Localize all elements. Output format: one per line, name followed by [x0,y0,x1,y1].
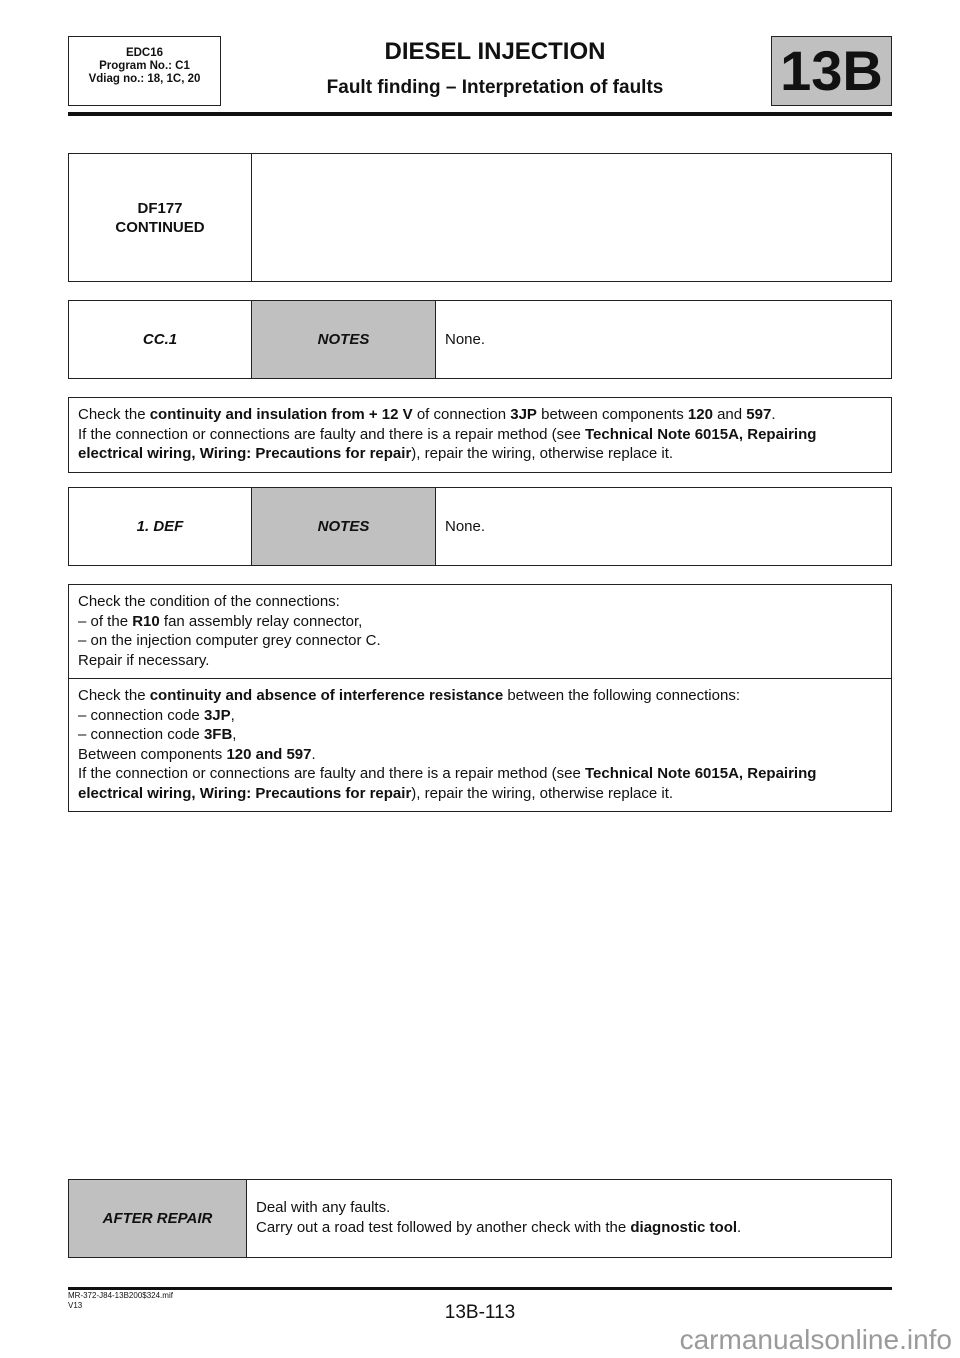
cc1-label: CC.1 [69,301,252,378]
text-line [78,405,882,425]
version: V13 [68,1301,83,1310]
text-line [78,745,882,765]
bold-text: continuity and insulation from + 12 V [149,406,413,423]
text: Deal with any faults. [256,1199,391,1216]
text-line [78,686,882,706]
bold-text: continuity and absence of interference resistance [149,687,504,704]
watermark: carmanualsonline.info [679,1324,952,1355]
def1-box [68,487,892,566]
text: – on the injection computer grey connector C. [78,632,381,649]
text: – of the [78,612,133,630]
bold-text: diagnostic tool [630,1218,738,1236]
text: . [771,406,776,423]
vehicle-info-box [68,36,221,106]
text: . [737,1218,742,1236]
text: If the connection or connections are faulty and there is a repair method (see [78,425,585,443]
text: If the connection or connections are faulty and there is a repair method (see [78,765,585,782]
text: ), repair the wiring, otherwise replace it. [411,784,674,802]
text-line [78,425,882,464]
text: of connection [412,406,511,423]
page-title: DIESEL INJECTION [384,38,606,65]
text-line [78,592,882,612]
cc1-box [68,300,892,379]
text: . [311,745,316,763]
bold-text: Technical Note 6015A, Repairing electrical wiring, Wiring: Precautions for repair [78,425,817,462]
bold-text: R10 [132,612,160,630]
header-rule [68,112,892,116]
text: Between components [78,745,227,763]
footer-rule [68,1287,892,1290]
notes-label: NOTES [252,301,436,378]
text: Check the [78,687,150,704]
after-repair-box [68,1179,892,1258]
text: – connection code [78,706,204,724]
bold-text: Technical Note 6015A, Repairing electrical wiring, Wiring: Precautions for repair [78,765,817,802]
text: and [712,406,747,423]
fault-code: DF177 [137,199,183,217]
text: fan assembly relay connector, [159,612,363,630]
text-line [78,651,882,671]
text: ), repair the wiring, otherwise replace it. [411,445,674,462]
notes-label: NOTES [252,488,436,565]
def1-label: 1. DEF [69,488,252,565]
text-line [78,631,882,651]
text: , [230,706,235,724]
text: Repair if necessary. [78,651,210,669]
text-line [78,612,882,632]
fault-status: CONTINUED [115,218,205,236]
text-line [256,1218,882,1238]
section-code: 13B [771,36,892,106]
text: , [232,726,237,743]
text-line [256,1198,882,1218]
bold-text: 120 and 597 [226,745,312,763]
text: between the following connections: [503,687,740,704]
page-number: 13B-113 [444,1302,516,1323]
bold-text: 597 [746,406,772,423]
bold-text: 120 [687,406,713,423]
notes-text: None. [445,330,486,348]
text: – connection code [78,726,204,743]
notes-text: None. [445,517,486,535]
cc1-instructions [68,397,892,473]
text: between components [536,406,688,423]
text-line [78,725,882,745]
text: Check the condition of the connections: [78,593,340,610]
text-line [78,706,882,726]
bold-text: 3JP [510,406,537,423]
text-line [78,764,882,803]
page-subtitle: Fault finding – Interpretation of faults [326,77,664,98]
text: Check the [78,406,150,423]
text: Carry out a road test followed by another check with the [256,1218,631,1236]
def1-instructions [68,584,892,812]
bold-text: 3JP [203,706,231,724]
after-repair-label: AFTER REPAIR [69,1180,247,1257]
vdiag-number: Vdiag no.: 18, 1C, 20 [88,73,201,85]
file-reference: MR-372-J84-13B200$324.mif [68,1291,173,1300]
model: EDC16 [125,47,164,59]
bold-text: 3FB [203,726,233,743]
program-number: Program No.: C1 [99,60,190,72]
fault-header-box [68,153,892,282]
